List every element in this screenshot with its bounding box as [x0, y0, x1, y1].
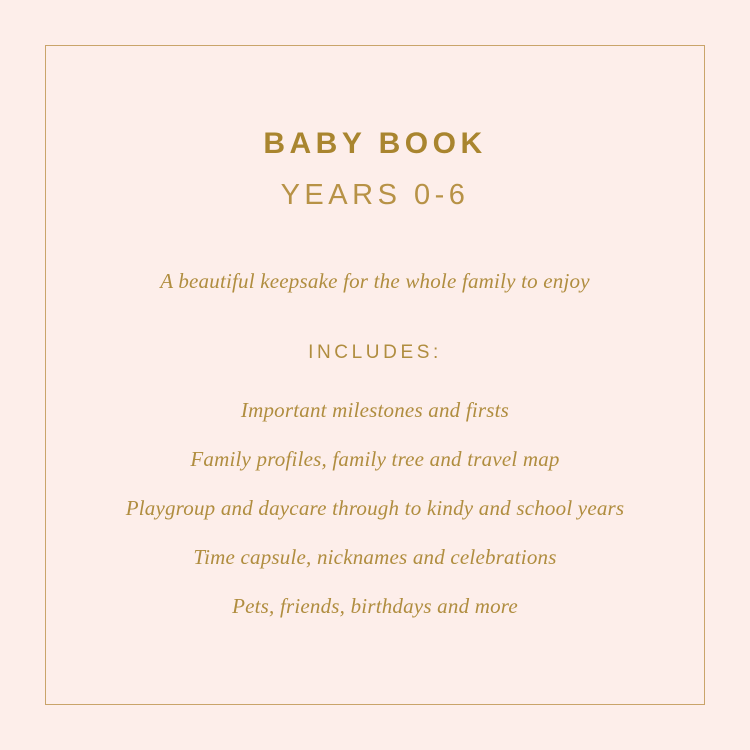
page-subtitle: YEARS 0-6 [280, 179, 470, 211]
includes-label: INCLUDES: [308, 341, 442, 363]
page-title: BABY BOOK [263, 127, 487, 160]
list-item: Playgroup and daycare through to kindy and school years [125, 495, 625, 520]
tagline: A beautiful keepsake for the whole family to enjoy [160, 268, 590, 293]
list-item: Important milestones and firsts [240, 397, 510, 422]
list-item: Time capsule, nicknames and celebrations [193, 544, 557, 569]
list-item: Pets, friends, birthdays and more [232, 593, 518, 618]
list-item: Family profiles, family tree and travel map [190, 446, 560, 471]
product-info-card [45, 45, 705, 705]
title-block [263, 124, 486, 215]
includes-list [46, 386, 704, 631]
